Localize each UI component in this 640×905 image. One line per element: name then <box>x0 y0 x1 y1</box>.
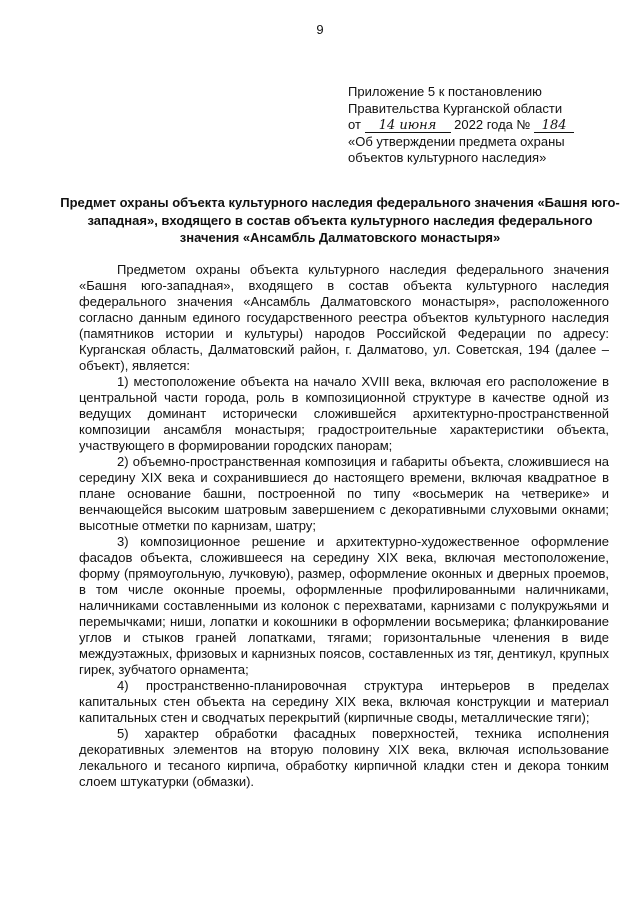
page-number: 9 <box>316 22 324 37</box>
appendix-line-5: объектов культурного наследия» <box>348 150 547 165</box>
item-1-paragraph: 1) местоположение объекта на начало XVIII века, включая его расположение в центральной части города, роль в композиционной структуре в качестве одной из ведущих доминант исторически сложившейся архитектурно-пространственной композиции ансамбля монастыря; градостроительные характеристики объекта, участвующего в формировании городских панорам; <box>79 374 609 453</box>
document-title: Предмет охраны объекта культурного наследия федерального значения «Башня юго-западная», входящего в состав объекта культурного наследия федерального значения «Ансамбль Далматовского монастыря» <box>60 195 620 245</box>
handwritten-number: 184 <box>534 119 574 133</box>
document-body <box>79 262 609 790</box>
appendix-line-4: «Об утверждении предмета охраны <box>348 133 565 149</box>
appendix-line-1: Приложение 5 к постановлению <box>348 84 542 99</box>
handwritten-date: 14 июня <box>365 119 451 133</box>
item-3-paragraph: 3) композиционное решение и архитектурно-художественное оформление фасадов объекта, сложившееся на середину XIX века, включая местоположение, форму (прямоугольную, лучковую), размер, оформление оконных и дверных проемов, в том числе оконные проемы, оформленные профилированными наличниками, наличниками составленными из колонок с перехватами, карнизами с полукружьями и перемычками; ниши, лопатки и кокошники в оформлении восьмерика; фланкирование углов и стыков граней лопатками, тягами; горизонтальные членения в виде междуэтажных, фризовых и карнизных поясов, составленных из тяг, дентикул, крупных гирек, зубчатого орнамента; <box>79 534 609 677</box>
item-5-paragraph: 5) характер обработки фасадных поверхностей, техника исполнения декоративных элементов на вторую половину XIX века, включая использование лекального и тесаного кирпича, обработку кирпичной кладки стен и декора тонким слоем штукатурки (обмазки). <box>79 726 609 789</box>
appendix-date-prefix: от <box>348 117 361 132</box>
appendix-year-label: 2022 года № <box>454 117 531 132</box>
item-4-paragraph: 4) пространственно-планировочная структура интерьеров в пределах капитальных стен объекта на середину XIX века, включая конструкции и материал капитальных стен и сводчатых перекрытий (кирпичные своды, металлические тяги); <box>79 678 609 725</box>
appendix-line-2: Правительства Курганской области <box>348 100 563 116</box>
item-2-paragraph: 2) объемно-пространственная композиция и габариты объекта, сложившиеся на середину XIX века и сохранившиеся до настоящего времени, включая квадратное в плане основание башни, построенной по типу «восьмерик на четверике» и венчающейся высоким шатровым завершением с декоративными слуховыми окнами; высотные отметки по карнизам, шатру; <box>79 454 609 533</box>
intro-paragraph: Предметом охраны объекта культурного наследия федерального значения «Башня юго-западная», входящего в состав объекта культурного наследия федерального значения «Ансамбль Далматовского монастыря», расположенного согласно данным единого государственного реестра объектов культурного наследия (памятников истории и культуры) народов Российской Федерации по адресу: Курганская область, Далматовский район, г. Далматово, ул. Советская, 194 (далее – объект), является: <box>79 262 609 373</box>
appendix-line-date <box>348 117 618 134</box>
appendix-header <box>348 84 618 167</box>
